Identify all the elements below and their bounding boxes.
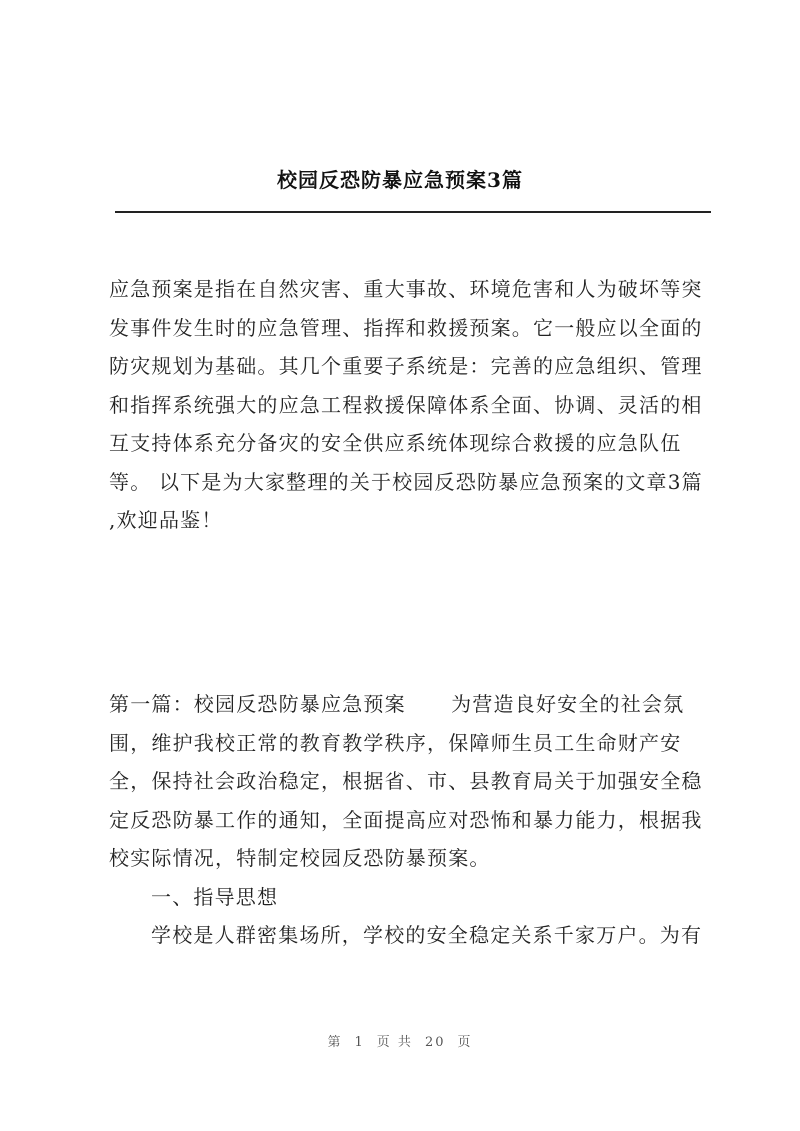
document-title: 校园反恐防暴应急预案3篇	[277, 168, 523, 192]
page-footer	[0, 1031, 800, 1050]
intro-paragraph: 应急预案是指在自然灾害、重大事故、环境危害和人为破坏等突发事件发生时的应急管理、指挥和救援预案。它一般应以全面的防灾规划为基础。其几个重要子系统是：完善的应急组织、管理和指挥系统强大的应急工程救援保障体系全面、协调、灵活的相互支持体系充分备灾的安全供应系统体现综合救援的应急队伍等。 以下是为大家整理的关于校园反恐防暴应急预案的文章3篇 ,欢迎品鉴！	[109, 277, 711, 532]
guiding-thought-paragraph: 学校是人群密集场所，学校的安全稳定关系千家万户。为有	[151, 923, 703, 947]
section-one	[109, 685, 711, 955]
title-divider	[115, 211, 711, 213]
footer-page-number: 1	[354, 1035, 365, 1050]
footer-total-pages: 20	[424, 1035, 446, 1050]
footer-middle: 页 共	[376, 1035, 413, 1050]
section-one-opening-paragraph: 第一篇：校园反恐防暴应急预案 为营造良好安全的社会氛围，维护我校正常的教育教学秩序，保障师生员工生命财产安全，保持社会政治稳定，根据省、市、县教育局关于加强安全稳定反恐防暴工作的通知，全面提高应对恐怖和暴力能力，根据我校实际情况，特制定校园反恐防暴预案。	[109, 692, 703, 870]
footer-suffix: 页	[457, 1035, 473, 1050]
section-heading-guiding-thought: 一、指导思想	[151, 884, 279, 909]
footer-prefix: 第	[327, 1035, 343, 1050]
intro-section	[109, 270, 711, 540]
